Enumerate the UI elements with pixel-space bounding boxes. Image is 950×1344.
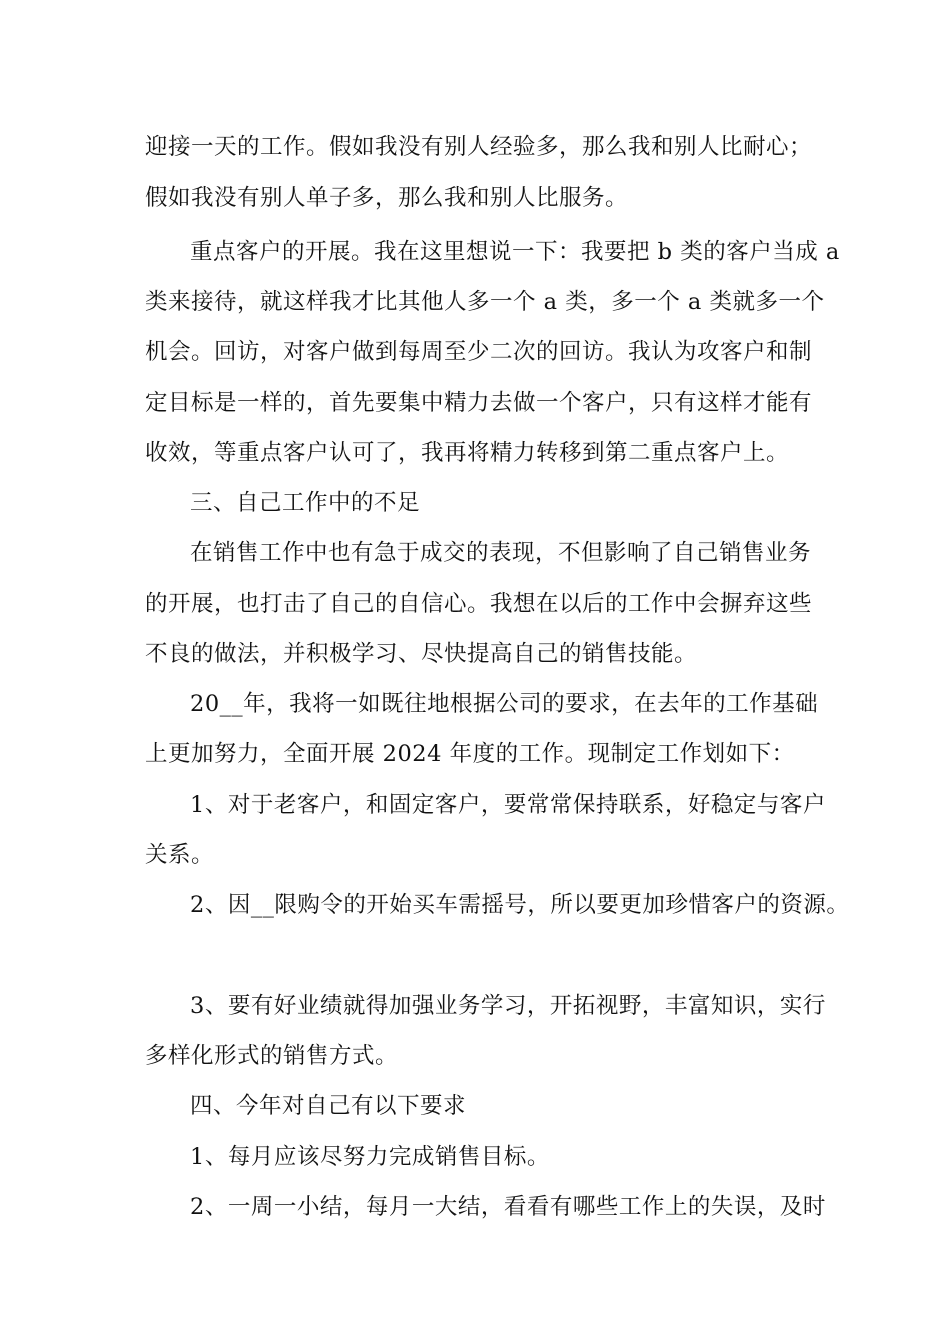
section-heading: 三、自己工作中的不足	[190, 490, 421, 516]
text-line: 迎接一天的工作。假如我没有别人经验多，那么我和别人比耐心；	[145, 134, 813, 160]
list-item: 2、一周一小结，每月一大结，看看有哪些工作上的失误，及时	[190, 1194, 826, 1220]
text-line: 在销售工作中也有急于成交的表现，不但影响了自己销售业务	[190, 540, 812, 566]
text-line: 20__年，我将一如既往地根据公司的要求，在去年的工作基础	[190, 691, 819, 717]
list-item: 1、每月应该尽努力完成销售目标。	[190, 1144, 550, 1170]
section-heading: 四、今年对自己有以下要求	[190, 1093, 467, 1119]
list-item: 3、要有好业绩就得加强业务学习，开拓视野，丰富知识，实行	[190, 993, 826, 1019]
list-item: 1、对于老客户，和固定客户，要常常保持联系，好稳定与客户	[190, 792, 826, 818]
text-line: 类来接待，就这样我才比其他人多一个 a 类，多一个 a 类就多一个	[145, 289, 825, 315]
text-line: 假如我没有别人单子多，那么我和别人比服务。	[145, 185, 629, 211]
text-line: 上更加努力，全面开展 2024 年度的工作。现制定工作划如下：	[145, 741, 795, 767]
text-line: 不良的做法，并积极学习、尽快提高自己的销售技能。	[145, 641, 698, 667]
text-line: 收效，等重点客户认可了，我再将精力转移到第二重点客户上。	[145, 440, 790, 466]
text-line: 定目标是一样的，首先要集中精力去做一个客户，只有这样才能有	[145, 390, 813, 416]
text-line: 多样化形式的销售方式。	[145, 1043, 399, 1069]
list-item: 2、因__限购令的开始买车需摇号，所以要更加珍惜客户的资源。	[190, 892, 850, 918]
text-line: 关系。	[145, 842, 215, 868]
text-line: 机会。回访，对客户做到每周至少二次的回访。我认为攻客户和制	[145, 339, 813, 365]
text-line: 的开展，也打击了自己的自信心。我想在以后的工作中会摒弃这些	[145, 591, 813, 617]
text-line: 重点客户的开展。我在这里想说一下：我要把 b 类的客户当成 a	[190, 239, 840, 265]
